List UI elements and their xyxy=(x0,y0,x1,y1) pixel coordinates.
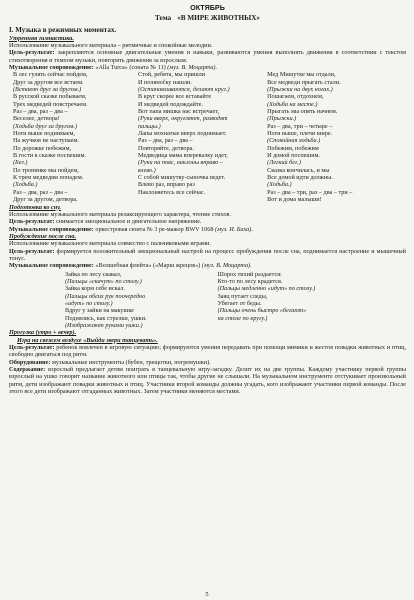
poem-column-2 xyxy=(218,271,406,330)
poem-instruction: (Изображают руками ушки.) xyxy=(65,322,143,329)
poem-line: И медведей подождайте. xyxy=(138,100,203,108)
poem-instruction: пальцы.) xyxy=(138,122,161,130)
poem-line: По дорожке побежим, xyxy=(13,144,72,152)
poem-instruction: (Ходьба.) xyxy=(13,181,38,189)
wake-music xyxy=(9,262,406,269)
finger-game-poem xyxy=(9,271,406,330)
poem-line: В гости к сказке поспешим. xyxy=(13,152,87,160)
poem-column-1 xyxy=(13,71,138,203)
content-label: Содержание: xyxy=(9,366,46,374)
goal-text: формируется положительный эмоциональный настрой на процесс пробуждения после сна, поднимается настроение и мышечный тонус. xyxy=(9,247,406,262)
poem-instruction: (Пальцы медленно «идут» по столу.) xyxy=(217,285,316,293)
poem-line: Раз – два, раз – два – xyxy=(13,188,68,196)
poem-instruction: (Пальцы обеих рук поочередно xyxy=(65,292,146,300)
poem-line: Зайка по лесу скакал, xyxy=(65,270,122,278)
poem-line: Мед Мишутке мы отдали, xyxy=(267,71,336,79)
poem-instruction: (Прыжки на двух ногах.) xyxy=(267,86,333,93)
poem-line: Раз – два – три, раз – два – три – xyxy=(267,188,353,196)
poem-instruction: (Руки вверх, округляют, разводят xyxy=(138,115,228,123)
music-label: Музыкальное сопровождение: xyxy=(9,225,94,233)
wake-goal xyxy=(9,248,406,263)
poem-line: Стой, ребята, мы пришли xyxy=(138,71,206,79)
poem-instruction: (Руки на пояс, наклоны вправо – xyxy=(138,159,223,167)
poem-line: Убегает от беды. xyxy=(217,299,262,307)
month-heading: ОКТЯБРЬ xyxy=(190,3,225,12)
morning-block xyxy=(9,35,406,72)
poem-instruction: на столе по кругу.) xyxy=(217,314,268,322)
sleep-block xyxy=(9,204,406,233)
poem-instruction: «идут» по столу.) xyxy=(65,299,113,307)
poem-instruction: (Останавливаются, делают круг.) xyxy=(138,86,230,93)
morning-music xyxy=(9,64,406,71)
content-text: взрослый предлагает детям поиграть в танцевальную игру-загадку. Делит их на две группы. Каждому участнику первой группы взрослый на ушко говорит название животного или птицы так, чтобы другие не слышали. На музыкальном инструменте отстукивает произвольный ритм, дети изображают повадки животных и птиц. Участники второй команды должны угадать, кого изображают участники первой команды. После этого все дети изображают отгаданных животных. Затем участники меняются местами. xyxy=(9,366,406,396)
poem-line: Лапы мохнатые вверх поднимает. xyxy=(138,130,227,138)
poem-line: Трех медведей повстречаем. xyxy=(13,100,88,108)
poem-instruction: (Спокойная ходьба.) xyxy=(267,137,321,145)
poem-line: Друг за другом все встаем. xyxy=(13,78,84,86)
goal-text: ребенок вовлечен в игровую ситуацию; формируются умения передавать при помощи мимики и жестов повадки животных и птиц, свободно двигаться под ритм. xyxy=(9,344,406,359)
poem-line: Влево раз, вправо раз xyxy=(138,181,195,189)
music-author: (муз. В. Моцарта). xyxy=(201,262,252,270)
game-block xyxy=(9,337,406,396)
music-label: Музыкальное сопровождение: xyxy=(9,63,94,71)
theme-title: «В МИРЕ ЖИВОТНЫХ» xyxy=(177,14,260,22)
wake-usage: Использование музыкального материала совместно с пальчиковыми играми. xyxy=(9,240,211,248)
poem-line: Сказка кончилась, и мы xyxy=(267,166,330,174)
poem-line: Вдруг у зайки на макушке xyxy=(65,307,134,315)
goal-label: Цель-результат: xyxy=(9,344,55,352)
poem-line: Вот и дома малыши! xyxy=(267,196,322,204)
poem-line: Медведица мама вперевалку идет, xyxy=(138,152,228,160)
music-author: (муз. В. Моцарта). xyxy=(167,63,218,71)
page-number: 5 xyxy=(205,590,209,598)
poem-line: В лес гулять сейчас пойдем, xyxy=(13,71,88,79)
morning-goal xyxy=(9,49,406,64)
poem-line: Заяц путает следы, xyxy=(217,292,268,300)
equipment-text: музыкальные инструменты (бубен, трещотки, погремушки). xyxy=(50,358,211,366)
poem-line: Веселее, детвора! xyxy=(13,115,60,123)
poem-line: И домой поспешим. xyxy=(267,152,320,160)
goal-text: закрепляются основные двигательные умения и навыки, развиваются умения выполнять движения в соответствии с текстом стихотворения и темпом музыки, повторять движения за взрослым. xyxy=(9,49,406,64)
wake-title: Пробуждение после сна. xyxy=(9,232,77,240)
game-title: Игра на свежем воздухе «Выйди звери танцевать». xyxy=(17,336,158,344)
poem-line: Прыгать мы опять начнем. xyxy=(267,108,338,116)
poem-column-2 xyxy=(138,71,267,203)
poem-line: Шорох тихий раздается: xyxy=(217,270,282,278)
poem-line: И полянočку нашли. xyxy=(138,78,192,86)
poem-instruction: влево.) xyxy=(138,166,156,174)
morning-usage: Использование музыкального материала – ритмичные и спокойные мелодии. xyxy=(9,41,213,49)
poem-line: Пошагаем, отдохнем, xyxy=(267,93,324,101)
music-text: оркестровая сюита № 3 ре-мажор BWV 1068 xyxy=(93,225,216,233)
goal-text: снимается эмоциональное и двигательное напряжение. xyxy=(54,218,202,226)
poem-line: Раз – два, раз – два – xyxy=(13,108,68,116)
poem-instruction: (Ходьба на месте.) xyxy=(267,100,318,108)
music-author: (муз. И. Баха). xyxy=(215,225,253,233)
theme-label: Тема xyxy=(154,14,172,22)
poem-line: Друг за другом, детвора. xyxy=(13,196,78,204)
section-title: I. Музыка в режимных моментах. xyxy=(9,26,117,34)
game-equipment xyxy=(9,359,406,366)
poem-instruction: (Бег.) xyxy=(13,159,28,167)
poem-line: Ноги выше, плечи шире. xyxy=(267,130,333,138)
goal-label: Цель-результат: xyxy=(9,247,55,255)
sleep-goal xyxy=(9,218,406,225)
theme-heading xyxy=(9,13,406,23)
poem-line: Повторяйте, детвора. xyxy=(138,144,194,152)
poem-instruction: (Легкий бег.) xyxy=(267,159,301,167)
poem-line: На жучков не наступаем. xyxy=(13,137,79,145)
sleep-usage: Использование музыкального материала релаксирующего характера, чтение стихов. xyxy=(9,210,232,218)
poem-line: Все домой идти должны. xyxy=(267,174,333,182)
poem-instruction: (Пальцы очень быстро «бегают» xyxy=(217,307,307,315)
music-text: «Alla Turca» (соната № 11) xyxy=(93,63,168,71)
game-content xyxy=(9,366,406,395)
poem-line: Все медведи прыгать стали. xyxy=(267,78,341,86)
music-label: Музыкальное сопровождение: xyxy=(9,262,94,270)
poem-line: Поднялись, как стрелки, ушки. xyxy=(65,314,147,322)
sleep-music xyxy=(9,226,406,233)
music-text: «Волшебная флейта» («Марш жрецов») xyxy=(93,262,202,270)
walk-title: Прогулка (утро + вечер). xyxy=(9,329,77,337)
poem-column-3 xyxy=(267,71,406,203)
goal-label: Цель-результат: xyxy=(9,218,55,226)
poem-line: Ноги выше поднимаем, xyxy=(13,130,75,138)
game-goal xyxy=(9,344,406,359)
poem-column-1 xyxy=(65,271,186,330)
poem-line: Наклоняетесь все сейчас. xyxy=(138,188,206,196)
poem-line: Раз – два, три – четыре – xyxy=(267,122,333,130)
poem-line: В русской сказке побываем, xyxy=(13,93,87,101)
poem-line: Побежим, побежим xyxy=(267,144,319,152)
poem-line: С собой мишутку-сыночка ведет. xyxy=(138,174,226,182)
poem-line: Зайка корм себе искал. xyxy=(65,285,125,293)
equipment-label: Оборудование: xyxy=(9,358,51,366)
sleep-title: Подготовка ко сну. xyxy=(9,203,62,211)
poem-line: Вот папа мишка нас встречает, xyxy=(138,108,220,116)
poem-line: В круг скорее все вставайте xyxy=(138,93,212,101)
goal-label: Цель-результат: xyxy=(9,49,55,57)
poem-instruction: (Ходьба.) xyxy=(267,181,292,189)
poem-instruction: (Ходьба друг за другом.) xyxy=(13,122,78,130)
poem-line: К трем медведям попадем. xyxy=(13,174,84,182)
poem-line: Раз – два, раз – два – xyxy=(138,137,193,145)
poem-instruction: (Встают друг за другом.) xyxy=(13,86,82,93)
gymnastics-poem xyxy=(9,71,406,203)
poem-instruction: (Прыжки.) xyxy=(267,115,297,123)
poem-line: Кто-то по лесу крадется. xyxy=(217,277,283,285)
morning-title: Утренняя гимнастика. xyxy=(9,34,74,42)
poem-instruction: (Пальцы «скачут» по столу.) xyxy=(65,277,142,285)
wake-block xyxy=(9,233,406,270)
poem-line: По тропинке мы пойдем, xyxy=(13,166,79,174)
